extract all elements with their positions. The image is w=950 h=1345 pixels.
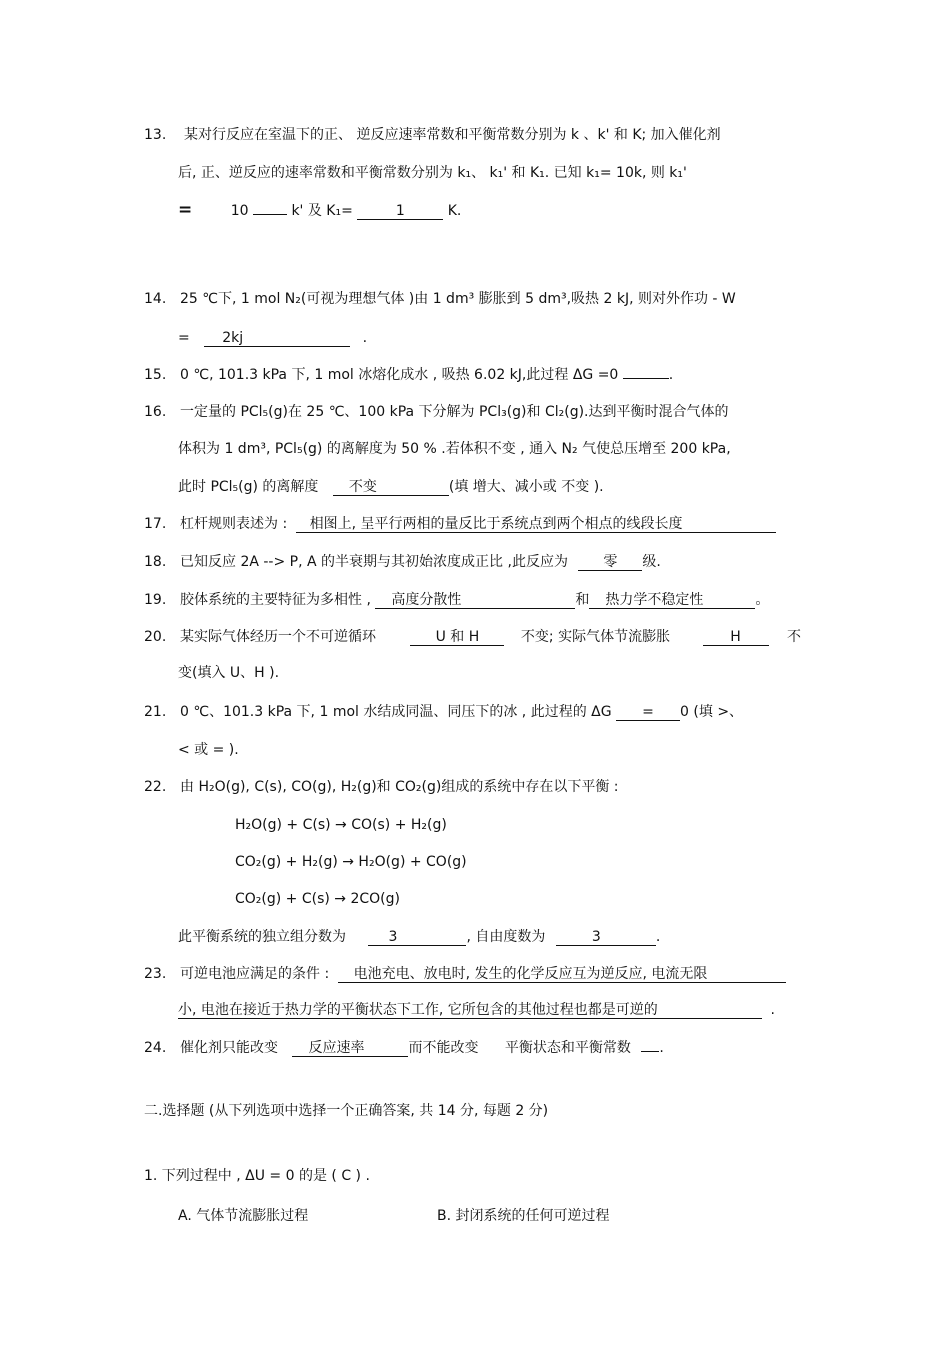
q22-answers: 此平衡系统的独立组分数为 3 , 自由度数为 3 . bbox=[178, 929, 661, 945]
q22-answer1: 3 bbox=[368, 929, 466, 946]
q22-number: 22. bbox=[144, 779, 167, 795]
q24-answer: 反应速率 bbox=[292, 1040, 408, 1057]
q17-number: 17. bbox=[144, 516, 167, 532]
q20-answer2: H bbox=[703, 629, 769, 646]
q14-line1: 25 ℃下, 1 mol N₂(可视为理想气体 )由 1 dm³ 膨胀到 5 dm³,吸热 2 kJ, 则对外作功 - W bbox=[180, 291, 736, 307]
q23-answer1: 电池充电、放电时, 发生的化学反应互为逆反应, 电流无限 bbox=[338, 966, 786, 983]
q22-equation-1: H₂O(g) + C(s) → CO(s) + H₂(g) bbox=[235, 817, 447, 833]
q16-line2: 体积为 1 dm³, PCl₅(g) 的离解度为 50 % .若体积不变 , 通入 N₂ 气使总压增至 200 kPa, bbox=[178, 441, 731, 457]
q15-number: 15. bbox=[144, 367, 167, 383]
q20-number: 20. bbox=[144, 629, 167, 645]
q17-answer: 相图上, 呈平行两相的量反比于系统点到两个相点的线段长度 bbox=[296, 516, 776, 533]
q23-text: 可逆电池应满足的条件 : 电池充电、放电时, 发生的化学反应互为逆反应, 电流无限 bbox=[180, 965, 786, 983]
q13-answer2: 1 bbox=[357, 203, 443, 220]
q19-answer2: 热力学不稳定性 bbox=[589, 592, 755, 609]
q23-line2: 小, 电池在接近于热力学的平衡状态下工作, 它所包含的其他过程也都是可逆的 . bbox=[178, 1002, 775, 1018]
q24-text: 催化剂只能改变 反应速率 而不能改变 平衡状态和平衡常数 . bbox=[180, 1040, 664, 1056]
q19-number: 19. bbox=[144, 592, 167, 608]
mc1-question: 1. 下列过程中 , ΔU = 0 的是 ( C ) . bbox=[144, 1168, 370, 1184]
q21-number: 21. bbox=[144, 704, 167, 720]
q21-text: 0 ℃、101.3 kPa 下, 1 mol 水结成同温、同压下的冰 , 此过程的 ΔG = 0 (填 >、 bbox=[180, 704, 744, 720]
q13-answer1: 10 bbox=[230, 203, 249, 219]
mc1-option-a: A. 气体节流膨胀过程 bbox=[178, 1208, 309, 1224]
q22-answer2: 3 bbox=[556, 929, 656, 946]
q16-answer: 不变 bbox=[333, 479, 449, 496]
q18-text: 已知反应 2A --> P, A 的半衰期与其初始浓度成正比 ,此反应为 零 级. bbox=[180, 554, 661, 570]
q13-line1: 某对行反应在室温下的正、 逆反应速率常数和平衡常数分别为 k 、k' 和 K; 加入催化剂 bbox=[184, 127, 721, 143]
q20-text: 某实际气体经历一个不可逆循环 U 和 H 不变; 实际气体节流膨胀 H 不 bbox=[180, 629, 801, 645]
q22-equation-3: CO₂(g) + C(s) → 2CO(g) bbox=[235, 891, 400, 907]
q17-text: 杠杆规则表述为 : 相图上, 呈平行两相的量反比于系统点到两个相点的线段长度 bbox=[180, 515, 776, 533]
q14-number: 14. bbox=[144, 291, 167, 307]
q19-text: 胶体系统的主要特征为多相性 , 高度分散性 和 热力学不稳定性 。 bbox=[180, 592, 770, 608]
q21-answer: = bbox=[616, 704, 680, 721]
q16-line3: 此时 PCl₅(g) 的离解度 不变 (填 增大、减小或 不变 ). bbox=[178, 479, 604, 495]
q14-line2: = 2kj . bbox=[178, 330, 368, 346]
q16-number: 16. bbox=[144, 404, 167, 420]
section2-title: 二.选择题 (从下列选项中选择一个正确答案, 共 14 分, 每题 2 分) bbox=[144, 1103, 549, 1119]
q16-line1: 一定量的 PCl₅(g)在 25 ℃、100 kPa 下分解为 PCl₃(g)和 Cl₂(g).达到平衡时混合气体的 bbox=[180, 404, 729, 420]
q24-number: 24. bbox=[144, 1040, 167, 1056]
q18-number: 18. bbox=[144, 554, 167, 570]
mc1-option-b: B. 封闭系统的任何可逆过程 bbox=[437, 1208, 610, 1224]
q21-line2: < 或 = ). bbox=[178, 742, 239, 758]
q20-answer1: U 和 H bbox=[410, 629, 504, 646]
q18-answer: 零 bbox=[578, 554, 642, 571]
q15-text: 0 ℃, 101.3 kPa 下, 1 mol 冰熔化成水 , 吸热 6.02 kJ,此过程 ΔG =0 . bbox=[180, 367, 674, 383]
q13-line3: = 10 k' 及 K₁= 1 K. bbox=[178, 200, 462, 220]
q19-answer1: 高度分散性 bbox=[375, 592, 575, 609]
q13-number: 13. bbox=[144, 127, 167, 143]
q22-equation-2: CO₂(g) + H₂(g) → H₂O(g) + CO(g) bbox=[235, 854, 467, 870]
q13-line2: 后, 正、逆反应的速率常数和平衡常数分别为 k₁、 k₁' 和 K₁. 已知 k₁= 10k, 则 k₁' bbox=[178, 165, 687, 181]
q20-line2: 变(填入 U、H ). bbox=[178, 665, 280, 681]
q23-number: 23. bbox=[144, 966, 167, 982]
q13-equals: = bbox=[178, 200, 193, 220]
q14-answer: 2kj bbox=[204, 330, 350, 347]
q22-text: 由 H₂O(g), C(s), CO(g), H₂(g)和 CO₂(g)组成的系统中存在以下平衡 : bbox=[180, 779, 619, 795]
q23-answer2: 小, 电池在接近于热力学的平衡状态下工作, 它所包含的其他过程也都是可逆的 bbox=[178, 1002, 762, 1019]
